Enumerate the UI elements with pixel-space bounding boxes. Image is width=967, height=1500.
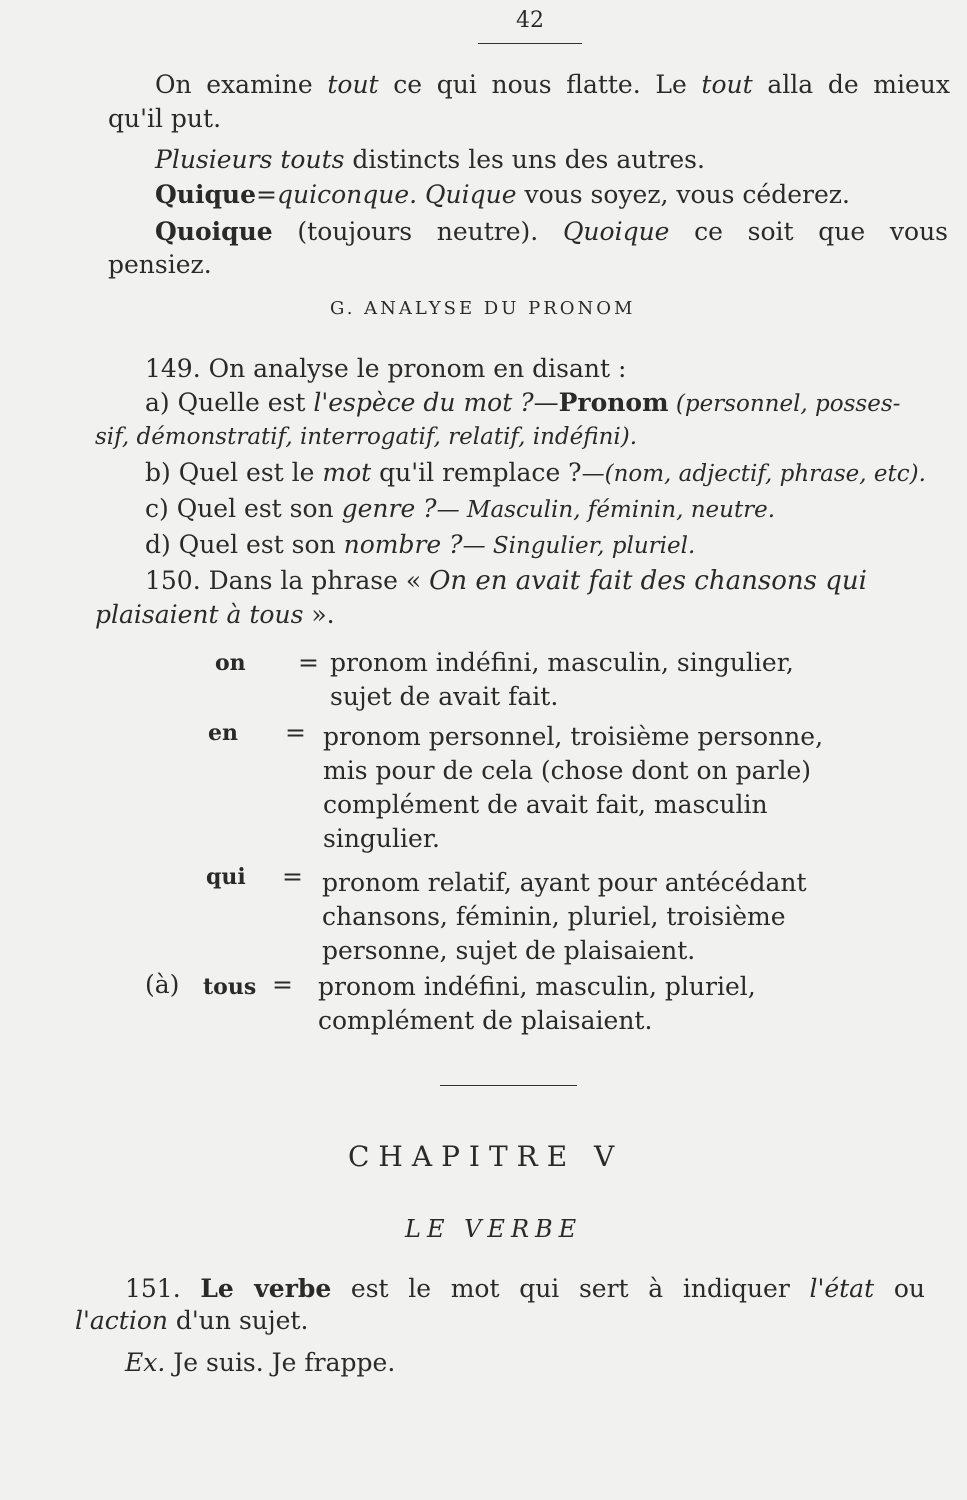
- intro-line-2: qu'il put.: [108, 104, 222, 133]
- p149-question-c: c) Quel est son genre ?— Masculin, féminin, neutre.: [145, 494, 776, 523]
- chapter-title: CHAPITRE V: [348, 1140, 624, 1173]
- analysis-equals-en: =: [285, 718, 306, 747]
- p149-question-a: a) Quelle est l'espèce du mot ?—Pronom (personnel, posses-: [145, 388, 901, 417]
- p150-line-1: 150. Dans la phrase « On en avait fait des chansons qui: [145, 566, 867, 596]
- analysis-equals-qui: =: [282, 862, 303, 891]
- p151-line-1: 151. Le verbe est le mot qui sert à indiquer l'état ou: [125, 1274, 925, 1303]
- analysis-prefix-tous: (à): [145, 970, 180, 999]
- analysis-desc-qui: pronom relatif, ayant pour antécédant chansons, féminin, pluriel, troisième personne, sujet de plaisaient.: [322, 868, 807, 965]
- analysis-desc-en: pronom personnel, troisième personne, mis pour de cela (chose dont on parle) complément de avait fait, masculin singulier.: [323, 722, 824, 853]
- chapter-divider: [440, 1085, 577, 1086]
- analysis-desc-tous: pronom indéfini, masculin, pluriel, complément de plaisaient.: [318, 972, 756, 1035]
- p150-line-2: plaisaient à tous ».: [95, 600, 335, 629]
- p149-question-a-continued: sif, démonstratif, interrogatif, relatif, indéfini).: [95, 424, 638, 450]
- p149-line-1: 149. On analyse le pronom en disant :: [145, 354, 627, 383]
- intro-line-1: On examine tout ce qui nous flatte. Le tout alla de mieux: [155, 70, 950, 99]
- intro-line-6: pensiez.: [108, 250, 212, 279]
- intro-line-3: Plusieurs touts distincts les uns des autres.: [155, 145, 705, 174]
- p151-line-2: l'action d'un sujet.: [75, 1306, 309, 1335]
- intro-line-4: Quique=quiconque. Quique vous soyez, vous céderez.: [155, 180, 850, 209]
- p151-example: Ex. Je suis. Je frappe.: [125, 1348, 396, 1377]
- analysis-term-tous: tous: [203, 974, 257, 1000]
- p149-question-d: d) Quel est son nombre ?— Singulier, pluriel.: [145, 530, 696, 559]
- analysis-term-qui: qui: [206, 864, 246, 890]
- analysis-equals-on: =: [298, 648, 319, 677]
- analysis-equals-tous: =: [272, 970, 293, 999]
- analysis-term-on: on: [215, 650, 246, 676]
- section-heading: G. ANALYSE DU PRONOM: [330, 298, 636, 319]
- analysis-desc-on: pronom indéfini, masculin, singulier, sujet de avait fait.: [330, 648, 794, 711]
- chapter-subtitle: LE VERBE: [405, 1215, 583, 1243]
- intro-line-5: Quoique (toujours neutre). Quoique ce soit que vous: [155, 217, 949, 246]
- analysis-term-en: en: [208, 720, 238, 746]
- header-rule: [478, 43, 582, 44]
- p149-question-b: b) Quel est le mot qu'il remplace ?—(nom, adjectif, phrase, etc).: [145, 458, 926, 487]
- page-number: 42: [516, 8, 544, 33]
